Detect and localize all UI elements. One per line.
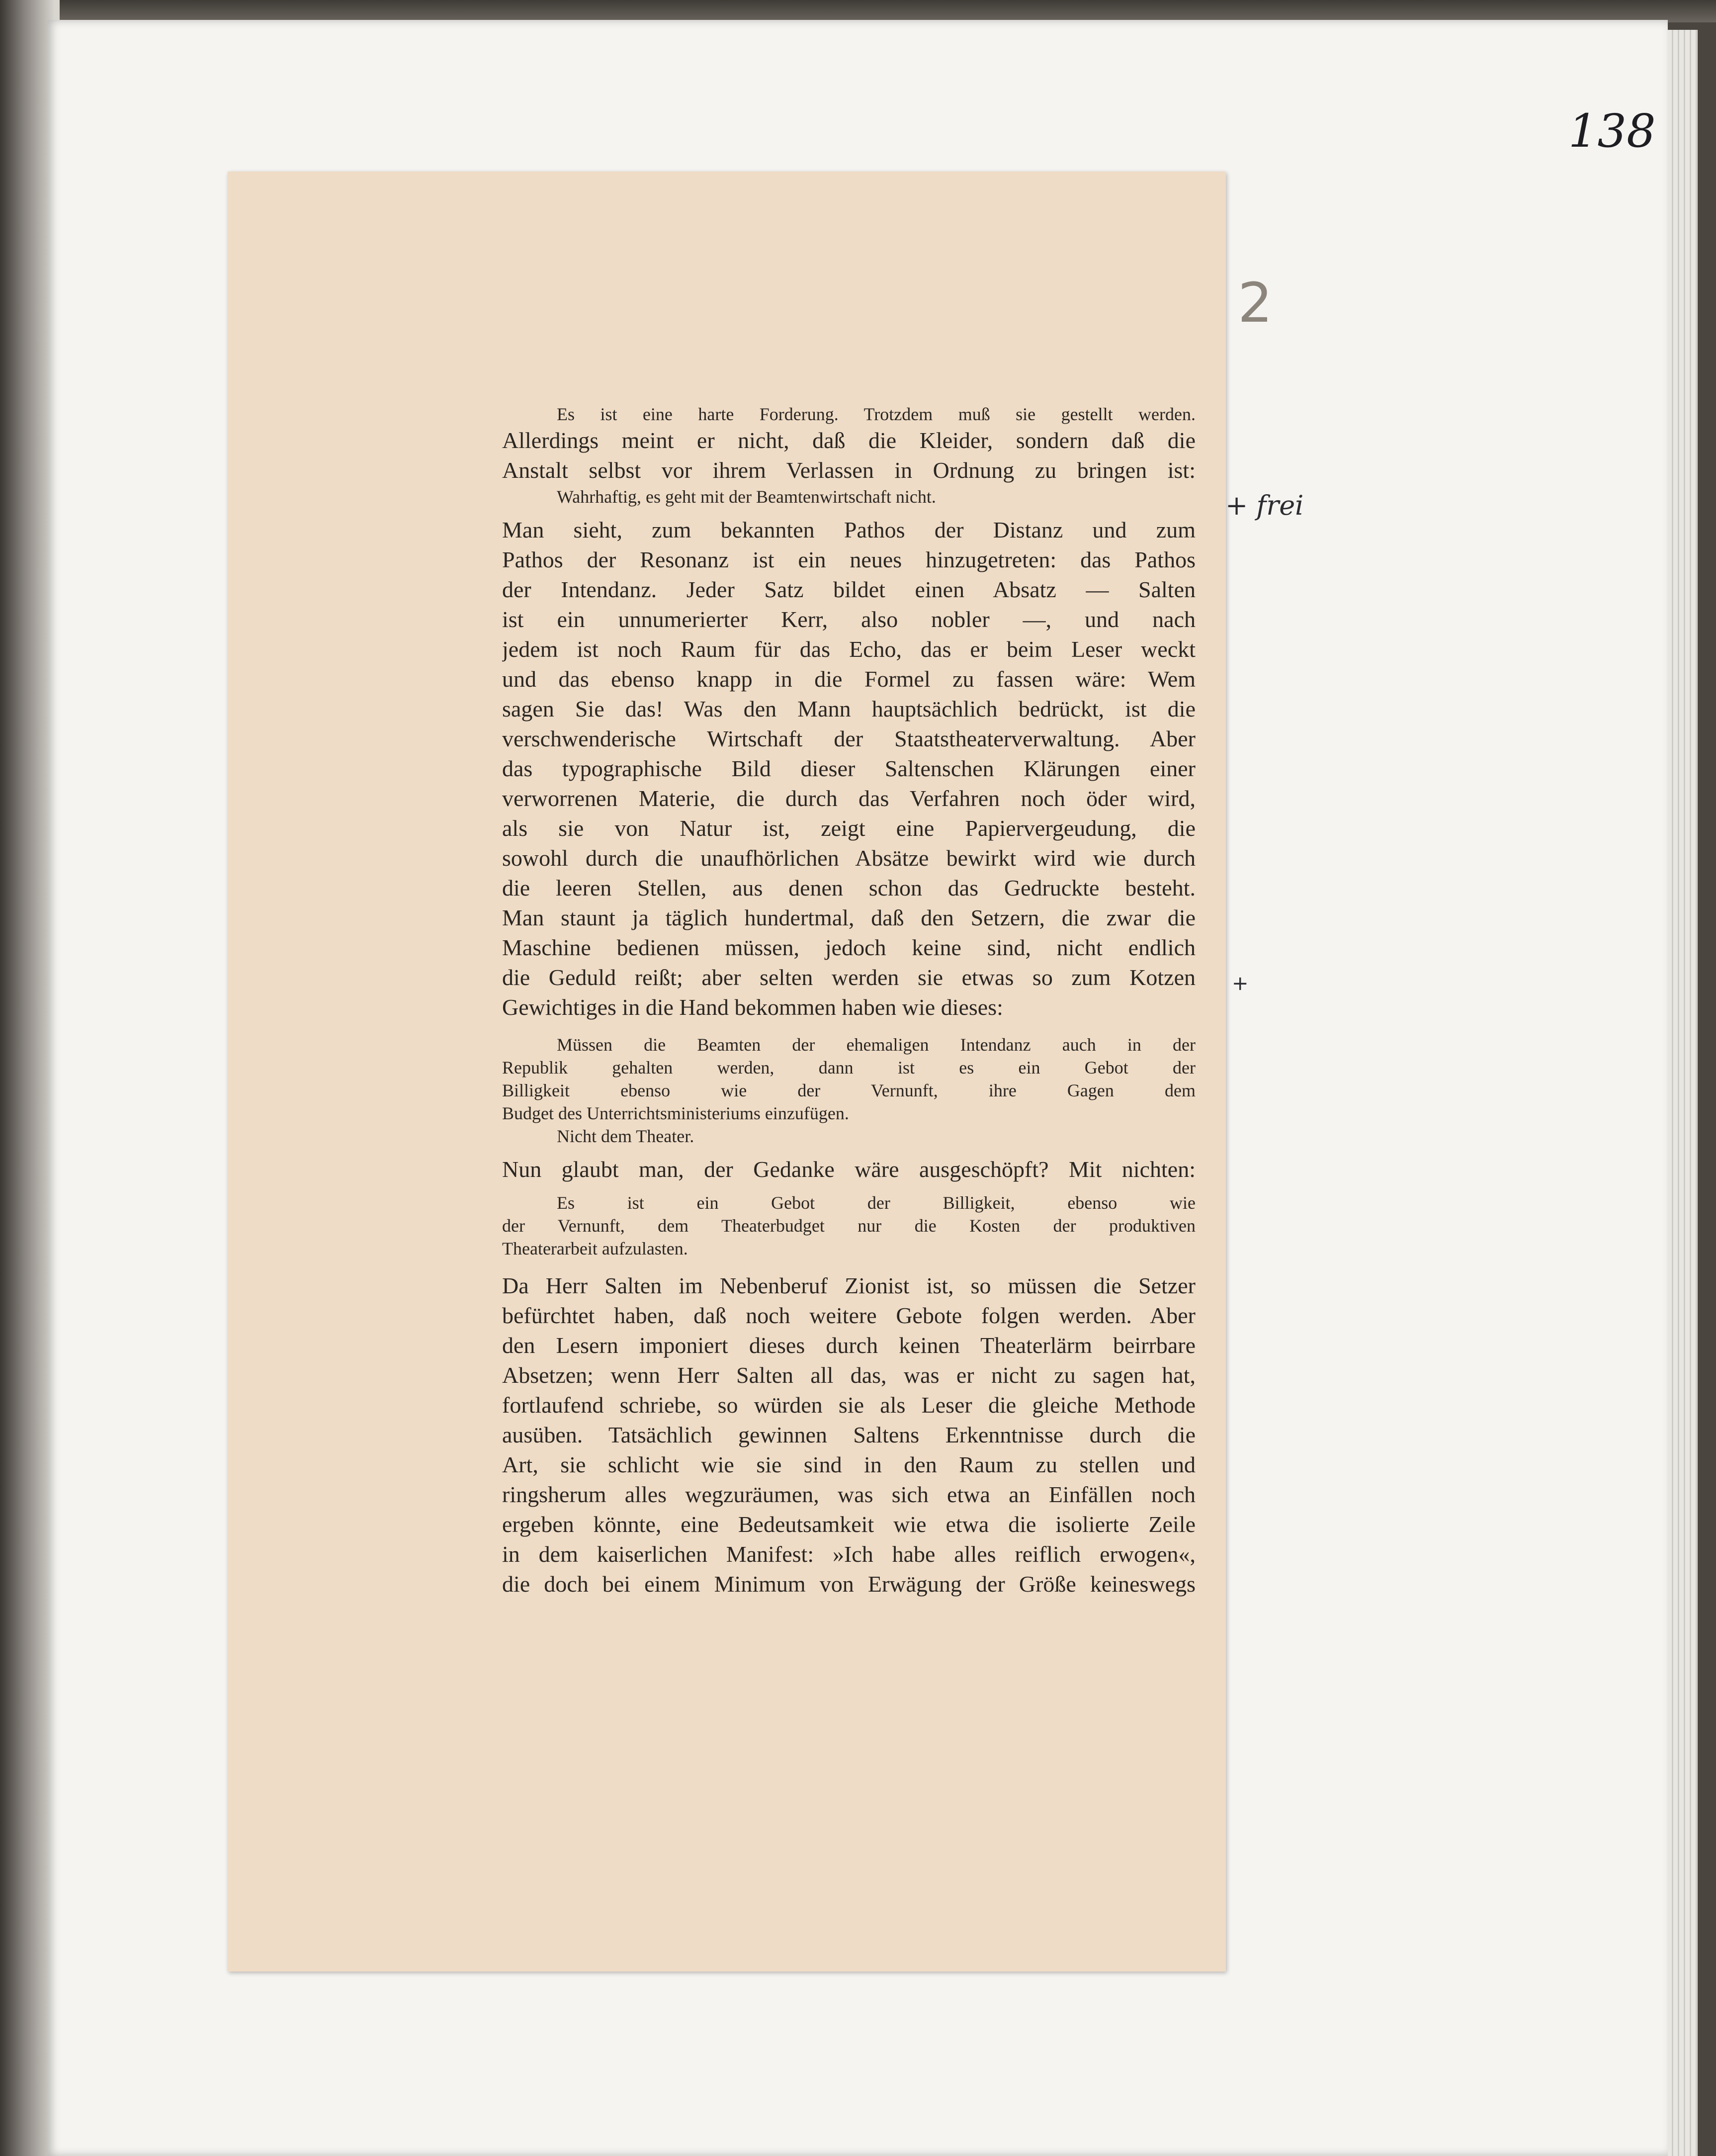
- text-line: der Intendanz. Jeder Satz bildet einen Absatz — Salten: [502, 577, 1196, 602]
- quote-line: Republik gehalten werden, dann ist es ein Gebot der: [502, 1058, 1196, 1078]
- text-line: Man staunt ja täglich hundertmal, daß den Setzern, die zwar die: [502, 905, 1196, 930]
- text-line: Gewichtiges in die Hand bekommen haben wie dieses:: [502, 994, 1003, 1020]
- text-line: die doch bei einem Minimum von Erwägung der Größe keineswegs: [502, 1571, 1196, 1597]
- quote-line: Budget des Unterrichtsministeriums einzufügen.: [502, 1103, 849, 1123]
- text-line: als sie von Natur ist, zeigt eine Papiervergeudung, die: [502, 815, 1196, 841]
- handwritten-margin-note: + frei: [1225, 490, 1304, 521]
- quote-line: Theaterarbeit aufzulasten.: [502, 1239, 688, 1258]
- sheet-number: 2: [1238, 271, 1273, 335]
- text-line: Man sieht, zum bekannten Pathos der Distanz und zum: [502, 517, 1196, 542]
- quote-line: der Vernunft, dem Theaterbudget nur die Kosten der produktiven: [502, 1216, 1196, 1236]
- quote-line: Billigkeit ebenso wie der Vernunft, ihre Gagen dem: [502, 1080, 1196, 1100]
- text-line: Pathos der Resonanz ist ein neues hinzugetreten: das Pathos: [502, 547, 1196, 572]
- text-line: die leeren Stellen, aus denen schon das Gedruckte besteht.: [502, 875, 1196, 900]
- text-line: sowohl durch die unaufhörlichen Absätze bewirkt wird wie durch: [502, 845, 1196, 871]
- text-line: ringsherum alles wegzuräumen, was sich etwa an Einfällen noch: [502, 1482, 1196, 1507]
- text-line: jedem ist noch Raum für das Echo, das er beim Leser weckt: [502, 636, 1196, 662]
- text-line: Maschine bedienen müssen, jedoch keine sind, nicht endlich: [502, 935, 1196, 960]
- quote-line: Müssen die Beamten der ehemaligen Intendanz auch in der: [557, 1035, 1196, 1055]
- text-line: sagen Sie das! Was den Mann hauptsächlich bedrückt, ist die: [502, 696, 1196, 721]
- text-line: fortlaufend schriebe, so würden sie als Leser die gleiche Methode: [502, 1392, 1196, 1418]
- text-line: Anstalt selbst vor ihrem Verlassen in Ordnung zu bringen ist:: [502, 457, 1196, 483]
- album-page-number: 138: [1568, 104, 1656, 158]
- text-line: Absetzen; wenn Herr Salten all das, was er nicht zu sagen hat,: [502, 1362, 1196, 1388]
- text-line: Art, sie schlicht wie sie sind in den Raum zu stellen und: [502, 1452, 1196, 1477]
- text-line: die Geduld reißt; aber selten werden sie etwas so zum Kotzen: [502, 965, 1196, 990]
- handwritten-margin-mark: +: [1232, 972, 1249, 995]
- text-line: den Lesern imponiert dieses durch keinen Theaterlärm beirrbare: [502, 1333, 1196, 1358]
- text-line: befürchtet haben, daß noch weitere Gebote folgen werden. Aber: [502, 1303, 1196, 1328]
- article-text: [502, 403, 1196, 1599]
- text-line: verworrenen Materie, die durch das Verfahren noch öder wird,: [502, 786, 1196, 811]
- text-line: ausüben. Tatsächlich gewinnen Saltens Erkenntnisse durch die: [502, 1422, 1196, 1447]
- album-top-edge: [47, 0, 1716, 22]
- text-line: ist ein unnumerierter Kerr, also nobler —, und nach: [502, 607, 1196, 632]
- text-line: Allerdings meint er nicht, daß die Kleider, sondern daß die: [502, 428, 1196, 453]
- text-line: Da Herr Salten im Nebenberuf Zionist ist, so müssen die Setzer: [502, 1273, 1196, 1298]
- quote-line: Es ist ein Gebot der Billigkeit, ebenso wie: [557, 1193, 1196, 1213]
- text-line: in dem kaiserlichen Manifest: »Ich habe alles reiflich erwogen«,: [502, 1541, 1196, 1567]
- text-line: verschwenderische Wirtschaft der Staatstheaterverwaltung. Aber: [502, 726, 1196, 751]
- quote-line: Es ist eine harte Forderung. Trotzdem muß sie gestellt werden.: [557, 404, 1196, 424]
- text-line: Nun glaubt man, der Gedanke wäre ausgeschöpft? Mit nichten:: [502, 1157, 1196, 1182]
- quote-line: Nicht dem Theater.: [557, 1126, 694, 1146]
- text-line: ergeben könnte, eine Bedeutsamkeit wie etwa die isolierte Zeile: [502, 1512, 1196, 1537]
- page-stack-edges: [1668, 30, 1698, 2156]
- text-line: das typographische Bild dieser Saltenschen Klärungen einer: [502, 756, 1196, 781]
- text-line: und das ebenso knapp in die Formel zu fassen wäre: Wem: [502, 666, 1196, 692]
- quote-line: Wahrhaftig, es geht mit der Beamtenwirtschaft nicht.: [557, 487, 936, 507]
